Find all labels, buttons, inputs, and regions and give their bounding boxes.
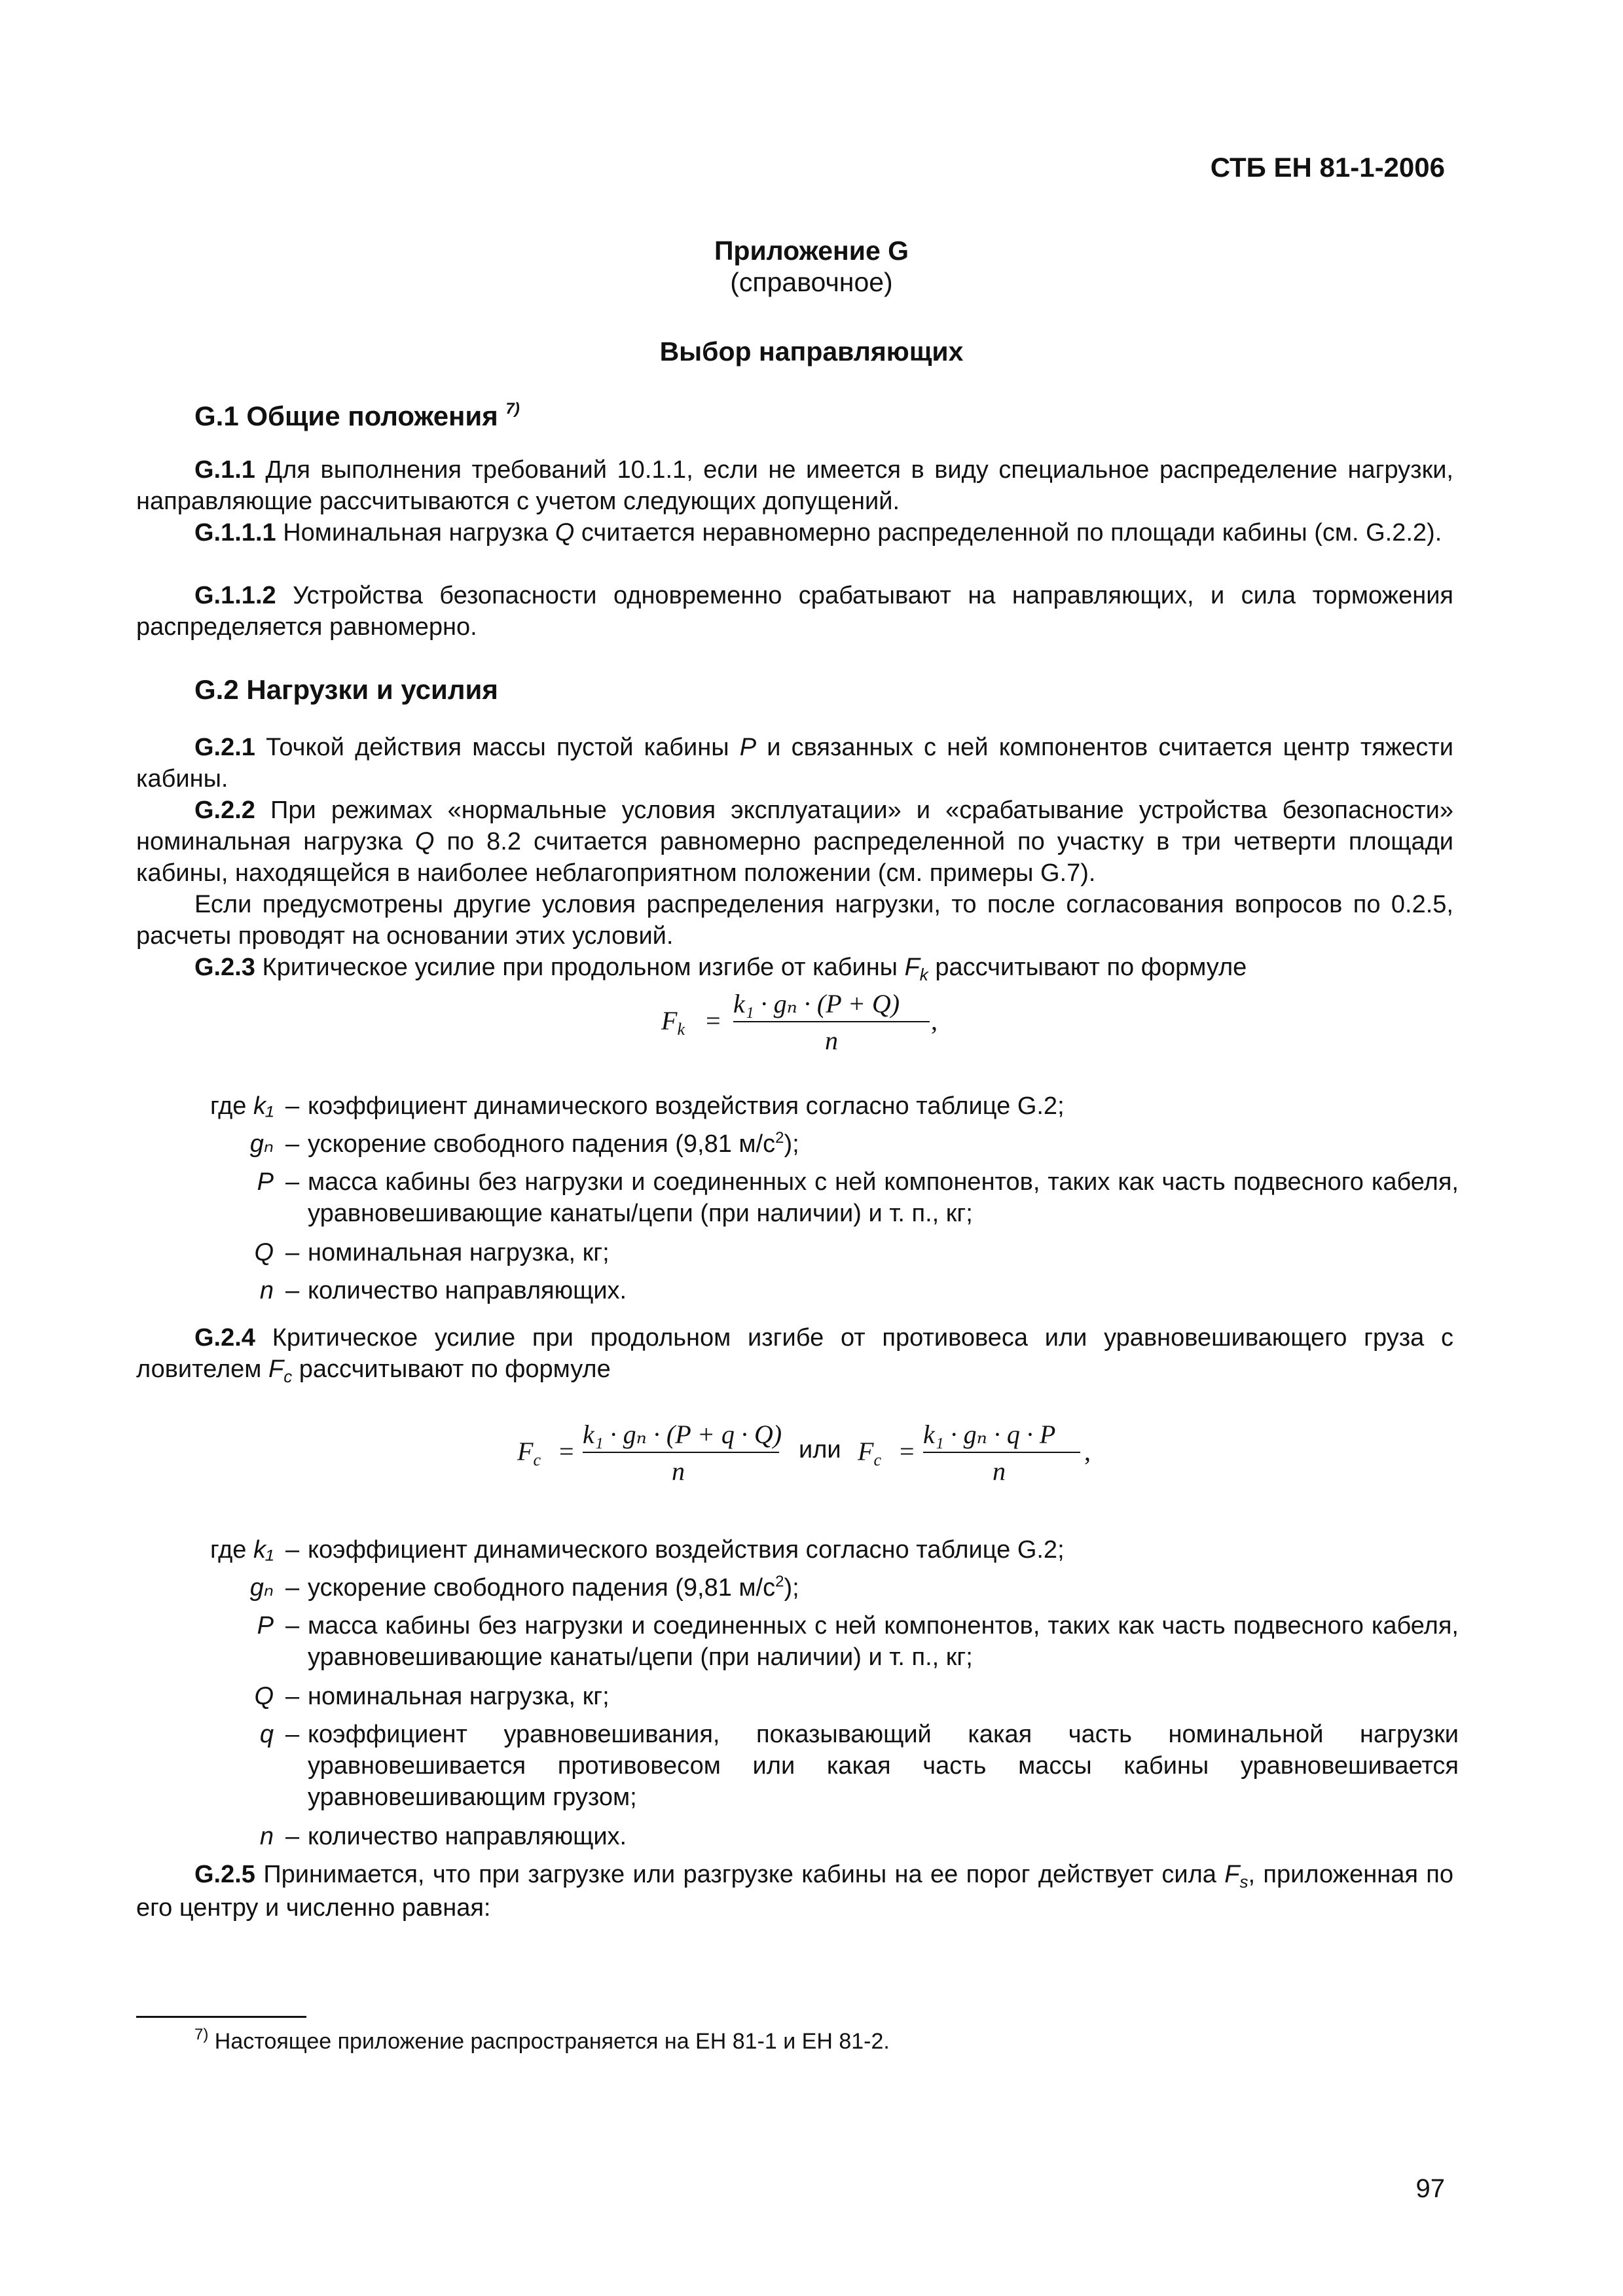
appendix-title: Приложение G	[714, 236, 909, 266]
paragraph-g25: G.2.5 Принимается, что при загрузке или разгрузке кабины на ее порог действует сила $F_s$, приложенная по его центру и численно равная:	[136, 1861, 1453, 1922]
formula-fc-numerator-2: k₁ · gₙ · q · P	[923, 1420, 1056, 1449]
paragraph-g22: G.2.2 При режимах «нормальные условия эксплуатации» и «срабатывание устройства безопасности» номинальная нагрузка Q по 8.2 считается равномерно распределенной по участку в три четверти площади кабины, находящейся в наиболее неблагоприятном положении (см. примеры G.7).	[136, 797, 1453, 887]
paragraph-g1112: G.1.1.2 Устройства безопасности одновременно срабатывают на направляющих, и сила торможения распределяется равномерно.	[136, 582, 1453, 641]
fraction-bar	[583, 1452, 779, 1453]
page-number: 97	[1415, 2174, 1445, 2203]
page-title: Выбор направляющих	[659, 336, 964, 367]
paragraph-g1111: G.1.1.1 Номинальная нагрузка Q считается неравномерно распределенной по площади кабины (см. G.2.2).	[194, 519, 1442, 547]
document-code: СТБ ЕН 81-1-2006	[1210, 152, 1445, 183]
fraction-bar	[923, 1452, 1080, 1453]
section-g2-title: G.2 Нагрузки и усилия	[194, 674, 498, 705]
fraction-bar	[733, 1021, 930, 1022]
paragraph-g111: G.1.1 Для выполнения требований 10.1.1, если не имеется в виду специальное распределение нагрузки, направляющие рассчитываются с учетом следующих допущений.	[136, 456, 1453, 515]
formula-fc-numerator-1: k₁ · gₙ · (P + q · Q)	[583, 1420, 782, 1449]
paragraph-g22-conditions: Если предусмотрены другие условия распределения нагрузки, то после согласования вопросов по 0.2.5, расчеты проводят на основании этих условий.	[136, 891, 1453, 950]
paragraph-g23: G.2.3 Критическое усилие при продольном изгибе от кабины $F_k$ рассчитывают по формуле	[194, 954, 1247, 984]
formula-fk: $F_k$ = k₁ · gₙ · (P + Q) n ,	[661, 989, 938, 1055]
formula-fk-numerator: k₁ · gₙ · (P + Q)	[733, 989, 900, 1018]
footnote-ref: 7)	[505, 400, 520, 418]
appendix-subtitle: (справочное)	[730, 267, 893, 297]
section-g1-title: G.1 Общие положения $^{7)}$	[194, 400, 520, 431]
formula-fc: $F_c$ = k₁ · gₙ · (P + q · Q) n или $F_c$ = k₁ · gₙ · q · P n ,	[517, 1420, 1091, 1486]
footnote-separator	[136, 2016, 306, 2018]
paragraph-g21: G.2.1 Точкой действия массы пустой кабины P и связанных с ней компонентов считается центр тяжести кабины.	[136, 734, 1453, 793]
paragraph-g24: G.2.4 Критическое усилие при продольном изгибе от противовеса или уравновешивающего груза с ловителем $F_c$ рассчитывают по формуле	[136, 1324, 1453, 1386]
footnote: $^{7)}$ Настоящее приложение распространяется на ЕН 81-1 и ЕН 81-2.	[194, 2026, 890, 2054]
